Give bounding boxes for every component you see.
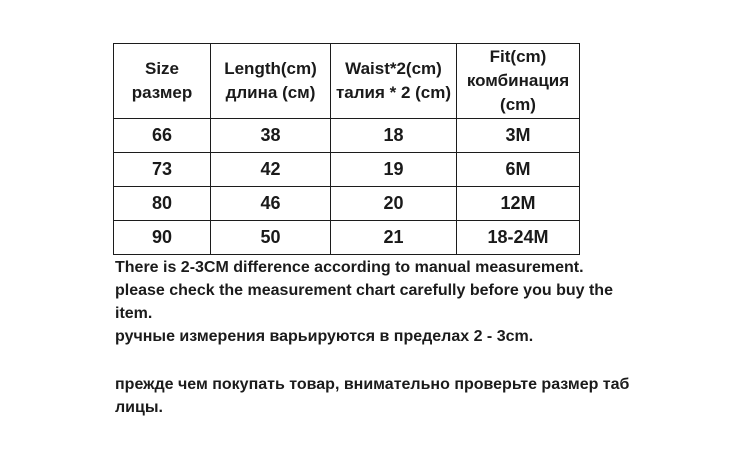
table-cell: 50 <box>211 221 331 255</box>
table-cell: 46 <box>211 187 331 221</box>
table-cell: 66 <box>114 119 211 153</box>
header-cell <box>114 44 211 119</box>
header-line: Size <box>144 59 180 78</box>
header-line: Fit(cm) <box>489 47 547 66</box>
header-line: Waist*2(cm) <box>345 59 442 78</box>
table-cell: 18 <box>331 119 457 153</box>
table-cell: 19 <box>331 153 457 187</box>
table-cell: 20 <box>331 187 457 221</box>
header-row <box>114 44 580 119</box>
table-cell: 12M <box>457 187 580 221</box>
table-row <box>114 153 580 187</box>
note-line: There is 2-3CM difference according to manual measurement. <box>115 259 584 276</box>
table-cell: 80 <box>114 187 211 221</box>
header-cell <box>457 44 580 119</box>
header-cell <box>211 44 331 119</box>
purchase-note <box>115 373 629 419</box>
note-line: item. <box>115 305 153 322</box>
header-cell <box>331 44 457 119</box>
header-line: (cm) <box>500 95 536 114</box>
note-line: ручные измерения варьируются в пределах 2 - 3cm. <box>115 328 534 345</box>
size-chart-table <box>113 43 580 255</box>
table-row <box>114 187 580 221</box>
table-cell: 42 <box>211 153 331 187</box>
table-cell: 38 <box>211 119 331 153</box>
table-cell: 6M <box>457 153 580 187</box>
note-line: лицы. <box>115 399 163 416</box>
note-line: please check the measurement chart carefully before you buy the <box>115 282 613 299</box>
header-line: талия * 2 (cm) <box>335 83 452 102</box>
table-cell: 21 <box>331 221 457 255</box>
table-row <box>114 119 580 153</box>
note-line: прежде чем покупать товар, внимательно проверьте размер таб <box>115 376 630 393</box>
table-cell: 3M <box>457 119 580 153</box>
header-line: размер <box>131 83 193 102</box>
table-row <box>114 221 580 255</box>
header-line: длина (см) <box>225 83 316 102</box>
header-line: Length(cm) <box>224 59 317 78</box>
table-cell: 90 <box>114 221 211 255</box>
measurement-note <box>115 256 613 348</box>
header-line: комбинация <box>466 71 570 90</box>
table-cell: 73 <box>114 153 211 187</box>
size-chart-section <box>113 43 580 255</box>
table-cell: 18-24M <box>457 221 580 255</box>
